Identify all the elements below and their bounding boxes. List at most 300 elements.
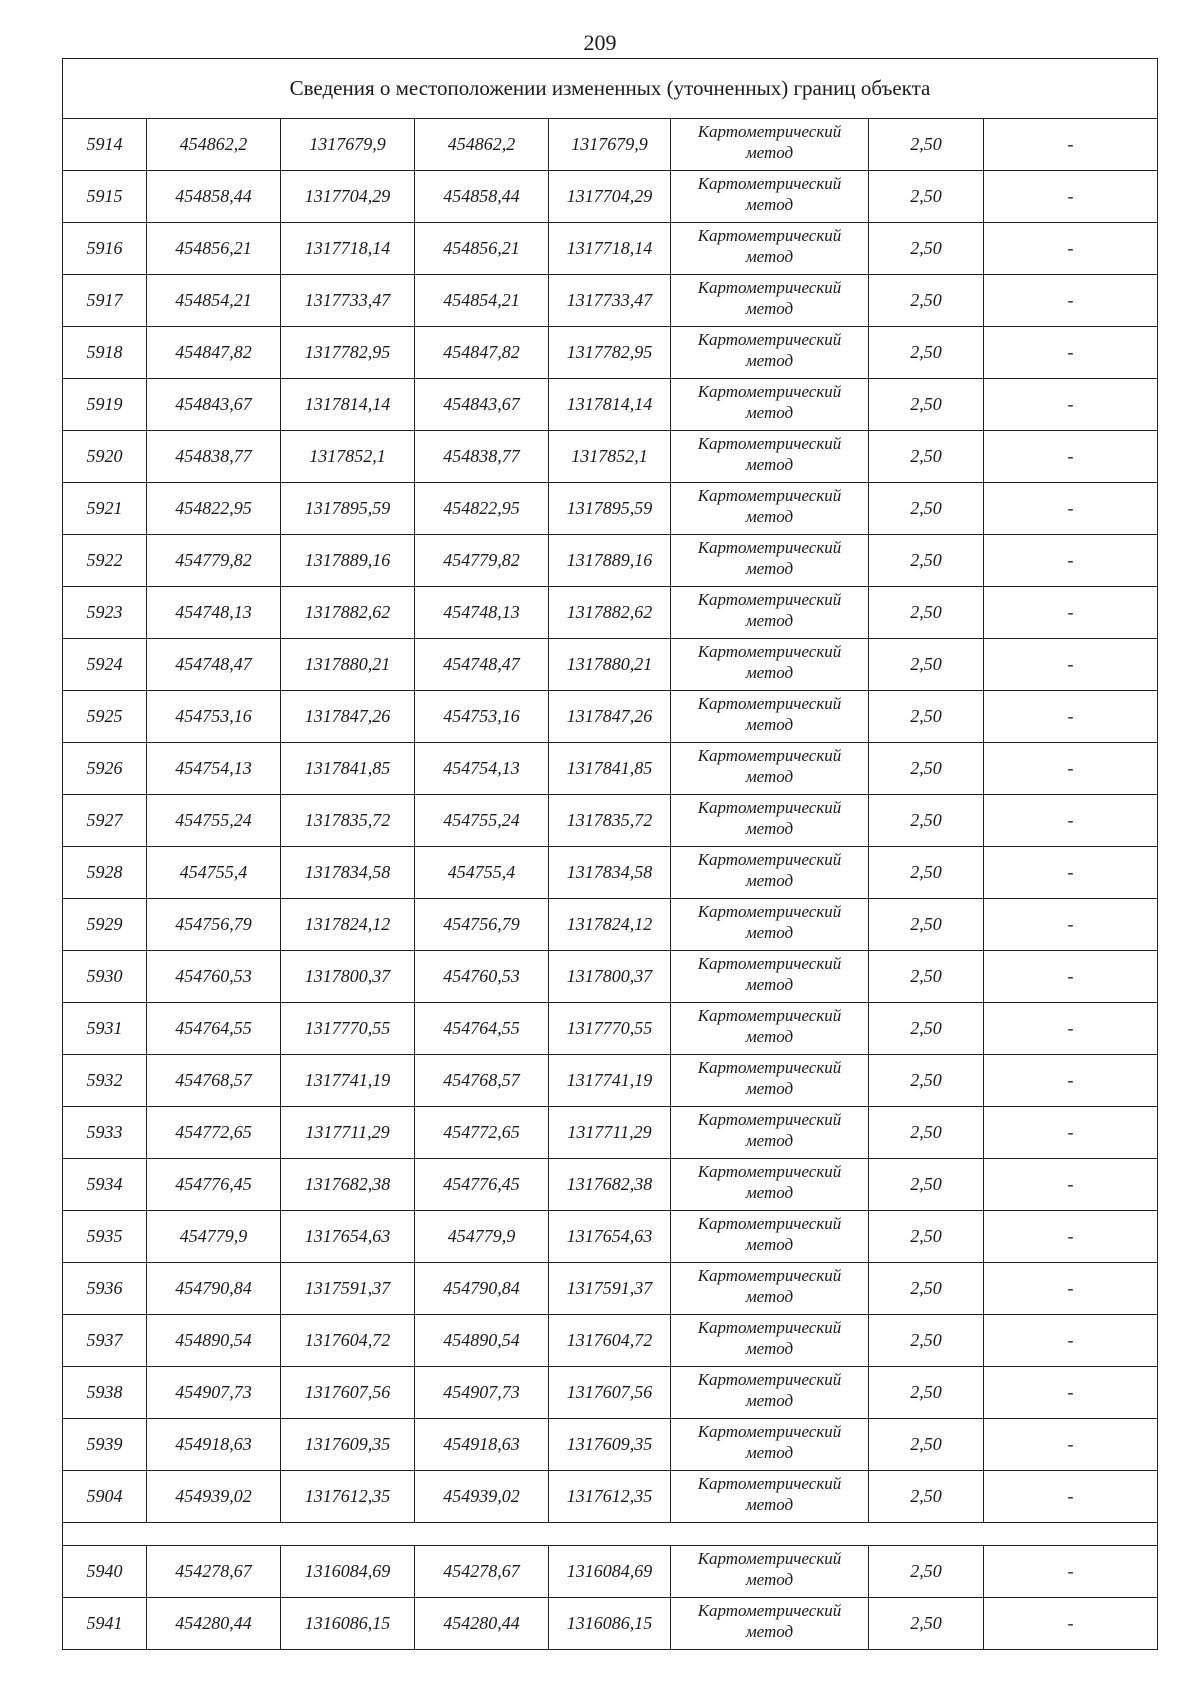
method-line-2: метод <box>745 1495 794 1514</box>
x-new-cell: 454772,65 <box>415 1107 549 1159</box>
table-row <box>63 535 1158 587</box>
method-line-1: Картометрический <box>697 226 842 245</box>
y-existing-cell: 1317711,29 <box>281 1107 415 1159</box>
method-line-1: Картометрический <box>697 174 842 193</box>
boundary-coordinates-table <box>62 58 1158 1650</box>
point-number-cell: 5930 <box>63 951 147 1003</box>
y-new-cell: 1317770,55 <box>549 1003 671 1055</box>
x-existing-cell: 454776,45 <box>147 1159 281 1211</box>
y-new-cell: 1316086,15 <box>549 1598 671 1650</box>
method-cell <box>671 535 869 587</box>
y-new-cell: 1317800,37 <box>549 951 671 1003</box>
point-number-cell: 5928 <box>63 847 147 899</box>
table-row <box>63 795 1158 847</box>
point-number-cell: 5917 <box>63 275 147 327</box>
x-existing-cell: 454755,24 <box>147 795 281 847</box>
method-cell <box>671 1159 869 1211</box>
method-cell <box>671 379 869 431</box>
accuracy-cell: 2,50 <box>869 639 984 691</box>
method-cell <box>671 847 869 899</box>
x-new-cell: 454918,63 <box>415 1419 549 1471</box>
method-line-2: метод <box>745 663 794 682</box>
y-existing-cell: 1317612,35 <box>281 1471 415 1523</box>
method-line-2: метод <box>745 507 794 526</box>
method-line-1: Картометрический <box>697 1370 842 1389</box>
table-row <box>63 223 1158 275</box>
y-new-cell: 1317682,38 <box>549 1159 671 1211</box>
x-existing-cell: 454764,55 <box>147 1003 281 1055</box>
notes-cell: - <box>984 743 1158 795</box>
accuracy-cell: 2,50 <box>869 379 984 431</box>
y-existing-cell: 1317889,16 <box>281 535 415 587</box>
accuracy-cell: 2,50 <box>869 1546 984 1598</box>
method-line-1: Картометрический <box>697 122 842 141</box>
point-number-cell: 5920 <box>63 431 147 483</box>
x-existing-cell: 454748,13 <box>147 587 281 639</box>
method-line-2: метод <box>745 1339 794 1358</box>
x-existing-cell: 454822,95 <box>147 483 281 535</box>
table-row <box>63 1107 1158 1159</box>
accuracy-cell: 2,50 <box>869 483 984 535</box>
y-existing-cell: 1317718,14 <box>281 223 415 275</box>
table-row <box>63 639 1158 691</box>
x-new-cell: 454754,13 <box>415 743 549 795</box>
x-new-cell: 454278,67 <box>415 1546 549 1598</box>
method-cell <box>671 795 869 847</box>
y-new-cell: 1317841,85 <box>549 743 671 795</box>
y-new-cell: 1317852,1 <box>549 431 671 483</box>
x-new-cell: 454760,53 <box>415 951 549 1003</box>
method-cell <box>671 587 869 639</box>
method-cell <box>671 1598 869 1650</box>
x-existing-cell: 454760,53 <box>147 951 281 1003</box>
method-cell <box>671 431 869 483</box>
accuracy-cell: 2,50 <box>869 899 984 951</box>
table-heading: Сведения о местоположении измененных (уточненных) границ объекта <box>63 59 1158 119</box>
x-new-cell: 454748,47 <box>415 639 549 691</box>
method-line-1: Картометрический <box>697 1110 842 1129</box>
section-break-cell <box>63 1523 1158 1546</box>
y-new-cell: 1317882,62 <box>549 587 671 639</box>
y-new-cell: 1317704,29 <box>549 171 671 223</box>
y-new-cell: 1317612,35 <box>549 1471 671 1523</box>
x-new-cell: 454280,44 <box>415 1598 549 1650</box>
y-existing-cell: 1317834,58 <box>281 847 415 899</box>
method-cell <box>671 1107 869 1159</box>
x-existing-cell: 454753,16 <box>147 691 281 743</box>
table-row <box>63 691 1158 743</box>
y-new-cell: 1317895,59 <box>549 483 671 535</box>
accuracy-cell: 2,50 <box>869 1471 984 1523</box>
method-line-2: метод <box>745 1391 794 1410</box>
method-cell <box>671 639 869 691</box>
method-cell <box>671 1419 869 1471</box>
method-cell <box>671 1263 869 1315</box>
method-line-1: Картометрический <box>697 642 842 661</box>
notes-cell: - <box>984 587 1158 639</box>
x-new-cell: 454790,84 <box>415 1263 549 1315</box>
y-existing-cell: 1317609,35 <box>281 1419 415 1471</box>
y-existing-cell: 1317704,29 <box>281 171 415 223</box>
point-number-cell: 5921 <box>63 483 147 535</box>
method-line-1: Картометрический <box>697 1266 842 1285</box>
method-cell <box>671 1003 869 1055</box>
method-line-1: Картометрический <box>697 434 842 453</box>
method-line-2: метод <box>745 1131 794 1150</box>
x-existing-cell: 454918,63 <box>147 1419 281 1471</box>
y-new-cell: 1317835,72 <box>549 795 671 847</box>
y-new-cell: 1317607,56 <box>549 1367 671 1419</box>
method-cell <box>671 223 869 275</box>
accuracy-cell: 2,50 <box>869 1211 984 1263</box>
method-line-1: Картометрический <box>697 538 842 557</box>
method-line-1: Картометрический <box>697 1006 842 1025</box>
notes-cell: - <box>984 899 1158 951</box>
x-new-cell: 454890,54 <box>415 1315 549 1367</box>
y-new-cell: 1317679,9 <box>549 119 671 171</box>
method-line-1: Картометрический <box>697 1318 842 1337</box>
y-new-cell: 1317654,63 <box>549 1211 671 1263</box>
notes-cell: - <box>984 951 1158 1003</box>
point-number-cell: 5940 <box>63 1546 147 1598</box>
table-row <box>63 483 1158 535</box>
method-line-1: Картометрический <box>697 1422 842 1441</box>
notes-cell: - <box>984 691 1158 743</box>
table-row <box>63 1598 1158 1650</box>
point-number-cell: 5922 <box>63 535 147 587</box>
method-line-2: метод <box>745 455 794 474</box>
method-cell <box>671 1367 869 1419</box>
y-new-cell: 1317604,72 <box>549 1315 671 1367</box>
method-line-2: метод <box>745 819 794 838</box>
method-line-2: метод <box>745 923 794 942</box>
y-new-cell: 1317711,29 <box>549 1107 671 1159</box>
x-existing-cell: 454939,02 <box>147 1471 281 1523</box>
method-line-1: Картометрический <box>697 1162 842 1181</box>
method-line-2: метод <box>745 1622 794 1641</box>
method-line-1: Картометрический <box>697 746 842 765</box>
method-cell <box>671 1471 869 1523</box>
method-cell <box>671 1211 869 1263</box>
y-existing-cell: 1317782,95 <box>281 327 415 379</box>
x-new-cell: 454847,82 <box>415 327 549 379</box>
accuracy-cell: 2,50 <box>869 119 984 171</box>
x-existing-cell: 454754,13 <box>147 743 281 795</box>
accuracy-cell: 2,50 <box>869 743 984 795</box>
y-new-cell: 1317591,37 <box>549 1263 671 1315</box>
method-line-2: метод <box>745 247 794 266</box>
point-number-cell: 5931 <box>63 1003 147 1055</box>
method-cell <box>671 327 869 379</box>
notes-cell: - <box>984 1211 1158 1263</box>
accuracy-cell: 2,50 <box>869 691 984 743</box>
x-new-cell: 454776,45 <box>415 1159 549 1211</box>
y-existing-cell: 1317741,19 <box>281 1055 415 1107</box>
accuracy-cell: 2,50 <box>869 1419 984 1471</box>
method-cell <box>671 951 869 1003</box>
method-line-2: метод <box>745 1183 794 1202</box>
notes-cell: - <box>984 1263 1158 1315</box>
method-line-1: Картометрический <box>697 382 842 401</box>
y-new-cell: 1317880,21 <box>549 639 671 691</box>
point-number-cell: 5919 <box>63 379 147 431</box>
accuracy-cell: 2,50 <box>869 1263 984 1315</box>
point-number-cell: 5933 <box>63 1107 147 1159</box>
accuracy-cell: 2,50 <box>869 223 984 275</box>
point-number-cell: 5918 <box>63 327 147 379</box>
notes-cell: - <box>984 1003 1158 1055</box>
point-number-cell: 5929 <box>63 899 147 951</box>
notes-cell: - <box>984 1159 1158 1211</box>
method-cell <box>671 1315 869 1367</box>
point-number-cell: 5925 <box>63 691 147 743</box>
point-number-cell: 5926 <box>63 743 147 795</box>
accuracy-cell: 2,50 <box>869 275 984 327</box>
y-new-cell: 1317814,14 <box>549 379 671 431</box>
y-existing-cell: 1316086,15 <box>281 1598 415 1650</box>
notes-cell: - <box>984 1315 1158 1367</box>
point-number-cell: 5923 <box>63 587 147 639</box>
y-existing-cell: 1317800,37 <box>281 951 415 1003</box>
notes-cell: - <box>984 1471 1158 1523</box>
x-existing-cell: 454278,67 <box>147 1546 281 1598</box>
point-number-cell: 5941 <box>63 1598 147 1650</box>
point-number-cell: 5932 <box>63 1055 147 1107</box>
table-row <box>63 119 1158 171</box>
y-new-cell: 1317741,19 <box>549 1055 671 1107</box>
accuracy-cell: 2,50 <box>869 171 984 223</box>
x-existing-cell: 454748,47 <box>147 639 281 691</box>
y-existing-cell: 1317654,63 <box>281 1211 415 1263</box>
notes-cell: - <box>984 119 1158 171</box>
y-new-cell: 1317889,16 <box>549 535 671 587</box>
method-line-1: Картометрический <box>697 1549 842 1568</box>
y-new-cell: 1317718,14 <box>549 223 671 275</box>
method-line-2: метод <box>745 871 794 890</box>
table-row <box>63 1159 1158 1211</box>
table-row <box>63 171 1158 223</box>
y-new-cell: 1317847,26 <box>549 691 671 743</box>
method-cell <box>671 743 869 795</box>
x-existing-cell: 454756,79 <box>147 899 281 951</box>
accuracy-cell: 2,50 <box>869 1055 984 1107</box>
notes-cell: - <box>984 379 1158 431</box>
accuracy-cell: 2,50 <box>869 847 984 899</box>
method-line-1: Картометрический <box>697 902 842 921</box>
table-row <box>63 743 1158 795</box>
x-new-cell: 454755,4 <box>415 847 549 899</box>
notes-cell: - <box>984 223 1158 275</box>
y-existing-cell: 1317852,1 <box>281 431 415 483</box>
notes-cell: - <box>984 847 1158 899</box>
point-number-cell: 5916 <box>63 223 147 275</box>
table-row <box>63 951 1158 1003</box>
method-line-2: метод <box>745 1570 794 1589</box>
y-new-cell: 1316084,69 <box>549 1546 671 1598</box>
method-line-1: Картометрический <box>697 1474 842 1493</box>
accuracy-cell: 2,50 <box>869 327 984 379</box>
table-row <box>63 1419 1158 1471</box>
accuracy-cell: 2,50 <box>869 1315 984 1367</box>
x-existing-cell: 454862,2 <box>147 119 281 171</box>
method-line-1: Картометрический <box>697 1058 842 1077</box>
y-existing-cell: 1317591,37 <box>281 1263 415 1315</box>
notes-cell: - <box>984 431 1158 483</box>
page-number: 209 <box>583 30 617 55</box>
method-line-2: метод <box>745 767 794 786</box>
method-cell <box>671 483 869 535</box>
y-existing-cell: 1317682,38 <box>281 1159 415 1211</box>
method-cell <box>671 899 869 951</box>
x-new-cell: 454768,57 <box>415 1055 549 1107</box>
method-line-1: Картометрический <box>697 954 842 973</box>
method-line-1: Картометрический <box>697 850 842 869</box>
accuracy-cell: 2,50 <box>869 1159 984 1211</box>
y-existing-cell: 1317604,72 <box>281 1315 415 1367</box>
method-line-2: метод <box>745 1235 794 1254</box>
section-break-row <box>63 1523 1158 1546</box>
point-number-cell: 5914 <box>63 119 147 171</box>
table-row <box>63 1263 1158 1315</box>
point-number-cell: 5924 <box>63 639 147 691</box>
table-row <box>63 1367 1158 1419</box>
accuracy-cell: 2,50 <box>869 1598 984 1650</box>
notes-cell: - <box>984 639 1158 691</box>
x-existing-cell: 454856,21 <box>147 223 281 275</box>
x-existing-cell: 454854,21 <box>147 275 281 327</box>
method-line-1: Картометрический <box>697 486 842 505</box>
table-row <box>63 275 1158 327</box>
y-existing-cell: 1317841,85 <box>281 743 415 795</box>
table-row <box>63 587 1158 639</box>
notes-cell: - <box>984 275 1158 327</box>
x-new-cell: 454822,95 <box>415 483 549 535</box>
accuracy-cell: 2,50 <box>869 951 984 1003</box>
notes-cell: - <box>984 795 1158 847</box>
method-line-2: метод <box>745 299 794 318</box>
method-line-2: метод <box>745 611 794 630</box>
table-row <box>63 1055 1158 1107</box>
x-new-cell: 454907,73 <box>415 1367 549 1419</box>
x-new-cell: 454779,9 <box>415 1211 549 1263</box>
method-line-2: метод <box>745 143 794 162</box>
notes-cell: - <box>984 171 1158 223</box>
accuracy-cell: 2,50 <box>869 1367 984 1419</box>
x-new-cell: 454753,16 <box>415 691 549 743</box>
method-line-1: Картометрический <box>697 798 842 817</box>
method-line-2: метод <box>745 1079 794 1098</box>
x-existing-cell: 454280,44 <box>147 1598 281 1650</box>
y-new-cell: 1317824,12 <box>549 899 671 951</box>
x-existing-cell: 454843,67 <box>147 379 281 431</box>
method-line-1: Картометрический <box>697 330 842 349</box>
accuracy-cell: 2,50 <box>869 1107 984 1159</box>
y-existing-cell: 1317847,26 <box>281 691 415 743</box>
method-line-1: Картометрический <box>697 590 842 609</box>
x-new-cell: 454838,77 <box>415 431 549 483</box>
accuracy-cell: 2,50 <box>869 587 984 639</box>
x-existing-cell: 454779,82 <box>147 535 281 587</box>
x-existing-cell: 454847,82 <box>147 327 281 379</box>
x-new-cell: 454748,13 <box>415 587 549 639</box>
y-existing-cell: 1317814,14 <box>281 379 415 431</box>
table-row <box>63 1471 1158 1523</box>
table-row <box>63 327 1158 379</box>
table-row <box>63 899 1158 951</box>
notes-cell: - <box>984 1419 1158 1471</box>
method-cell <box>671 691 869 743</box>
method-cell <box>671 119 869 171</box>
table-row <box>63 1546 1158 1598</box>
x-existing-cell: 454772,65 <box>147 1107 281 1159</box>
notes-cell: - <box>984 327 1158 379</box>
method-line-1: Картометрический <box>697 1601 842 1620</box>
y-existing-cell: 1317895,59 <box>281 483 415 535</box>
method-line-1: Картометрический <box>697 278 842 297</box>
x-new-cell: 454843,67 <box>415 379 549 431</box>
y-existing-cell: 1317679,9 <box>281 119 415 171</box>
accuracy-cell: 2,50 <box>869 1003 984 1055</box>
table-row <box>63 847 1158 899</box>
x-existing-cell: 454768,57 <box>147 1055 281 1107</box>
method-line-2: метод <box>745 715 794 734</box>
table-row <box>63 1211 1158 1263</box>
point-number-cell: 5915 <box>63 171 147 223</box>
x-new-cell: 454755,24 <box>415 795 549 847</box>
y-new-cell: 1317733,47 <box>549 275 671 327</box>
x-existing-cell: 454838,77 <box>147 431 281 483</box>
point-number-cell: 5927 <box>63 795 147 847</box>
x-existing-cell: 454755,4 <box>147 847 281 899</box>
method-cell <box>671 1055 869 1107</box>
notes-cell: - <box>984 1598 1158 1650</box>
point-number-cell: 5938 <box>63 1367 147 1419</box>
x-new-cell: 454939,02 <box>415 1471 549 1523</box>
point-number-cell: 5934 <box>63 1159 147 1211</box>
y-existing-cell: 1317835,72 <box>281 795 415 847</box>
method-line-2: метод <box>745 1443 794 1462</box>
point-number-cell: 5936 <box>63 1263 147 1315</box>
method-line-2: метод <box>745 195 794 214</box>
notes-cell: - <box>984 1107 1158 1159</box>
x-existing-cell: 454790,84 <box>147 1263 281 1315</box>
method-line-2: метод <box>745 559 794 578</box>
method-line-1: Картометрический <box>697 1214 842 1233</box>
y-existing-cell: 1317770,55 <box>281 1003 415 1055</box>
x-new-cell: 454779,82 <box>415 535 549 587</box>
table-row <box>63 1003 1158 1055</box>
table-row <box>63 1315 1158 1367</box>
method-line-2: метод <box>745 1027 794 1046</box>
x-new-cell: 454862,2 <box>415 119 549 171</box>
point-number-cell: 5935 <box>63 1211 147 1263</box>
y-existing-cell: 1317882,62 <box>281 587 415 639</box>
x-new-cell: 454854,21 <box>415 275 549 327</box>
notes-cell: - <box>984 483 1158 535</box>
y-existing-cell: 1316084,69 <box>281 1546 415 1598</box>
y-new-cell: 1317609,35 <box>549 1419 671 1471</box>
point-number-cell: 5937 <box>63 1315 147 1367</box>
x-existing-cell: 454858,44 <box>147 171 281 223</box>
method-cell <box>671 171 869 223</box>
method-line-2: метод <box>745 403 794 422</box>
x-new-cell: 454858,44 <box>415 171 549 223</box>
y-new-cell: 1317834,58 <box>549 847 671 899</box>
x-existing-cell: 454890,54 <box>147 1315 281 1367</box>
method-line-2: метод <box>745 975 794 994</box>
table-row <box>63 379 1158 431</box>
table-row <box>63 431 1158 483</box>
